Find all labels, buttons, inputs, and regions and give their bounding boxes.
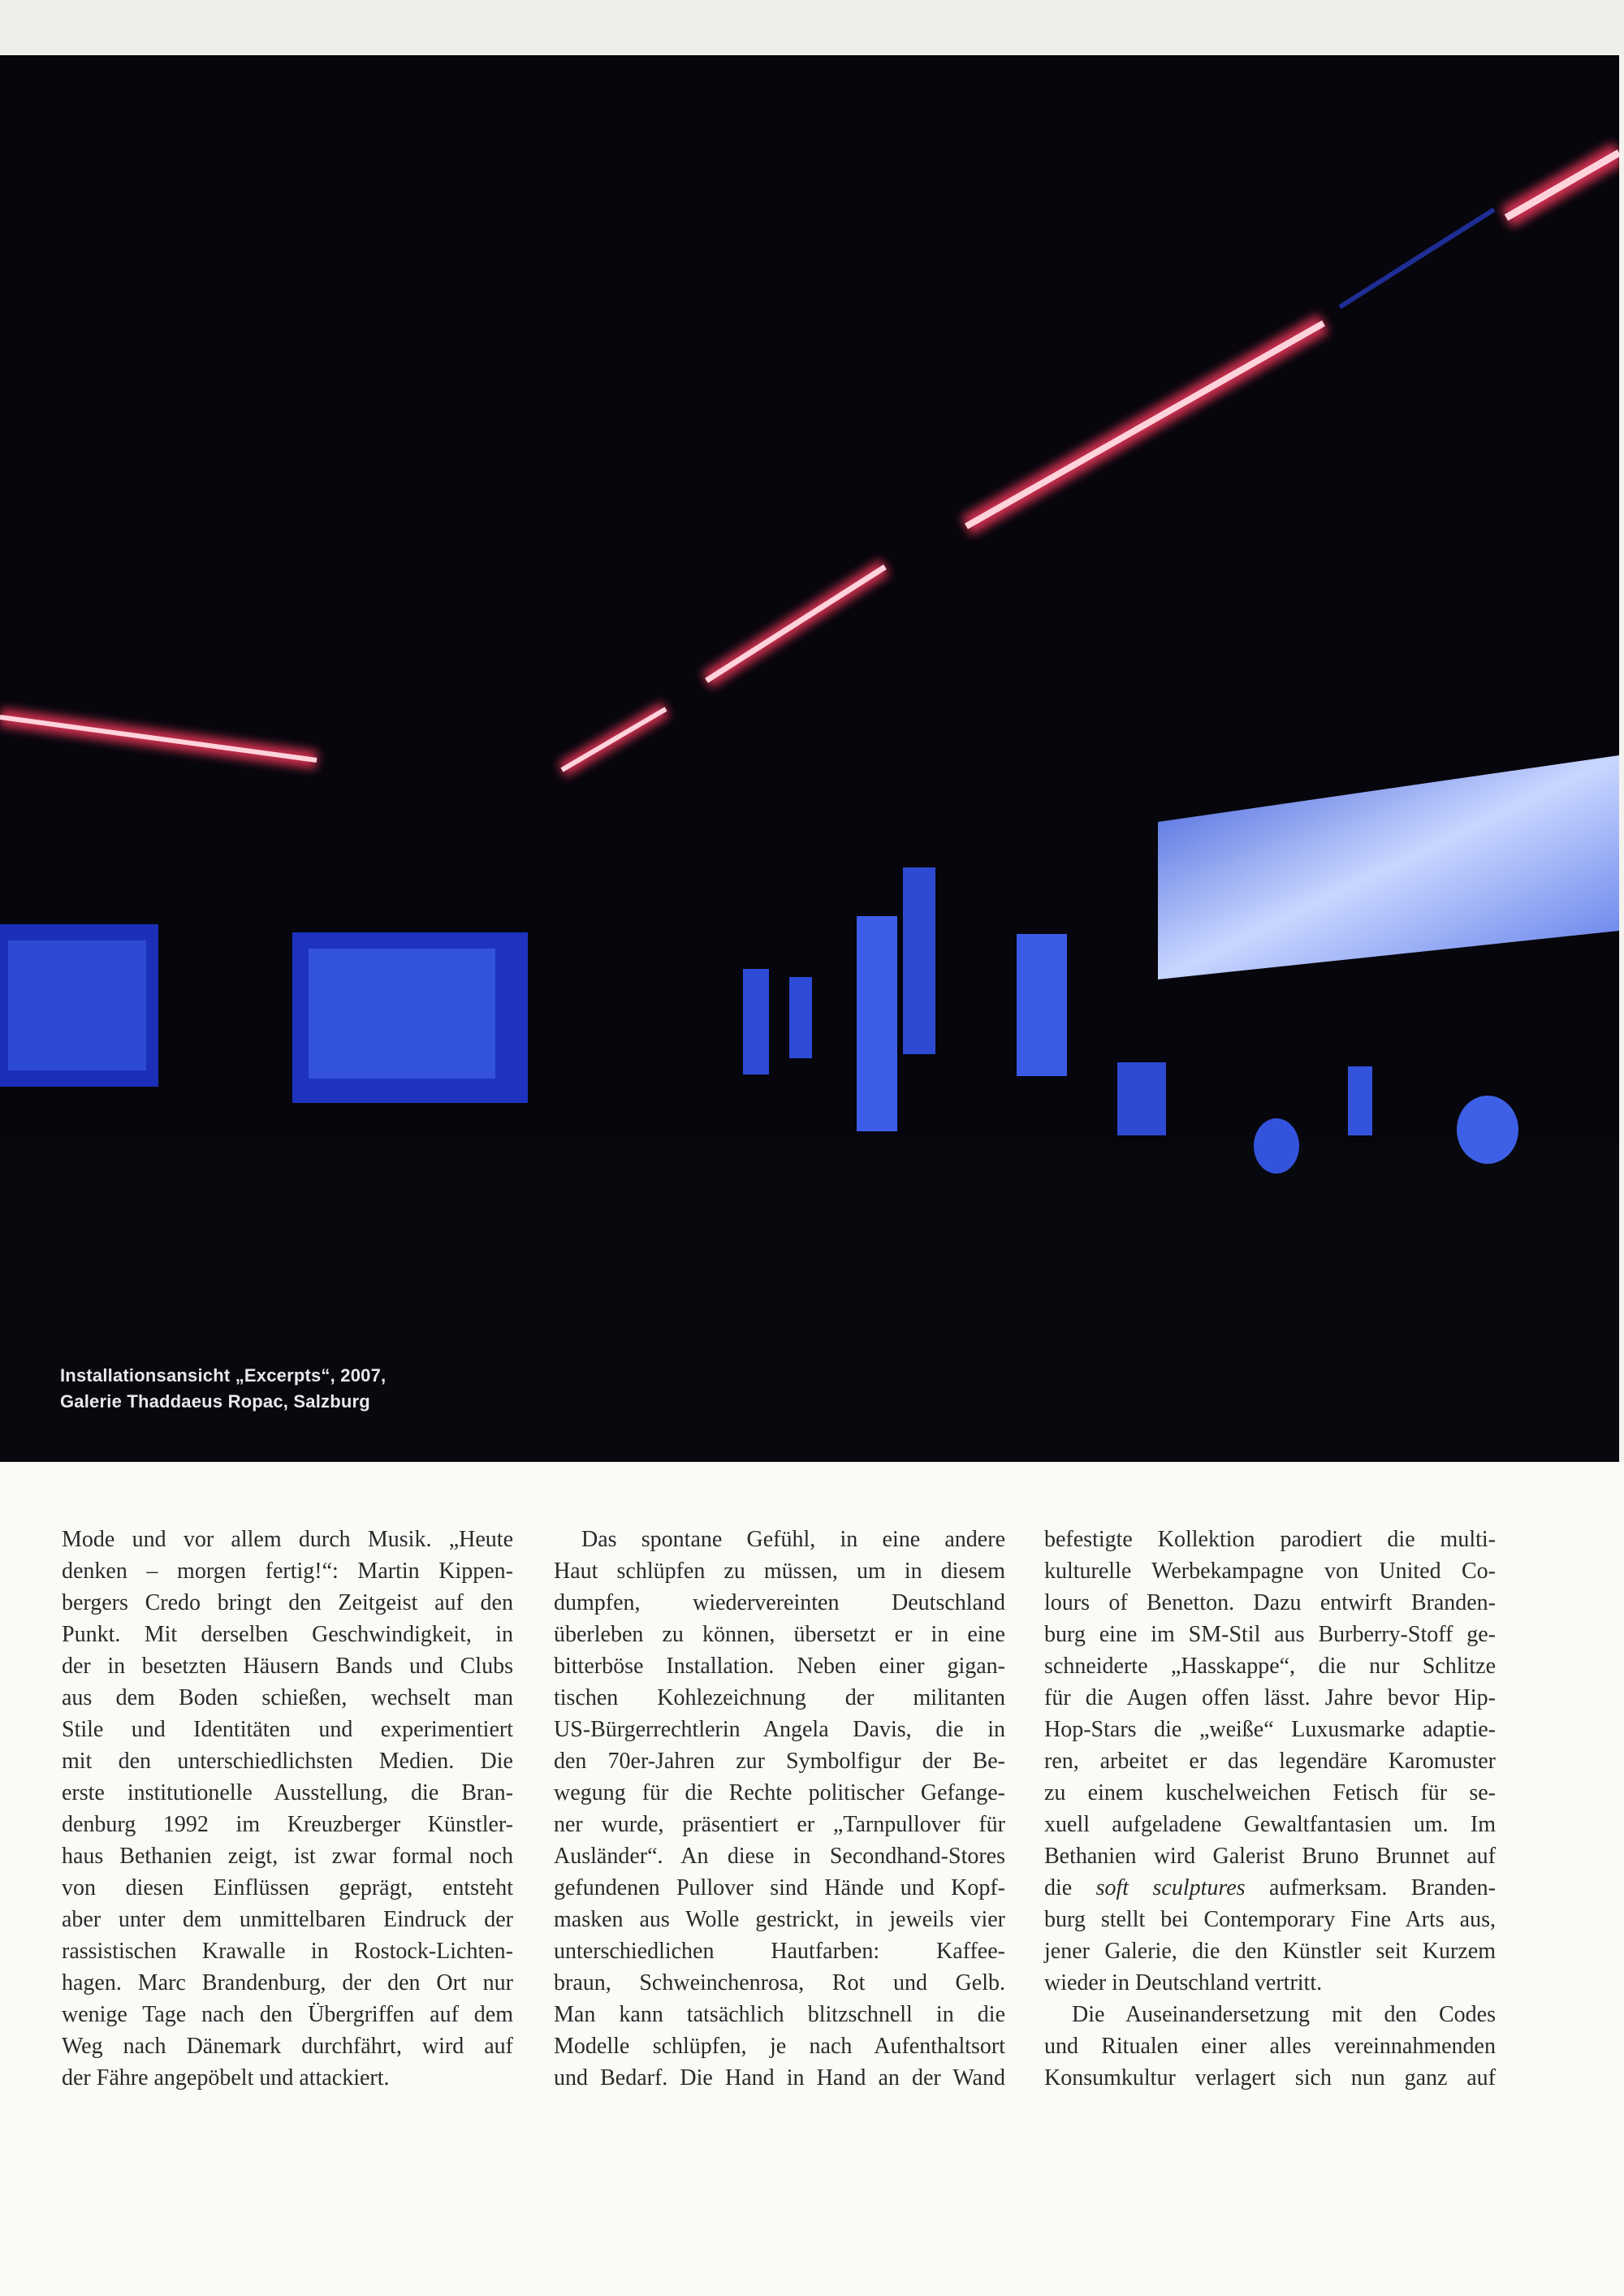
- text-column-3: [1044, 1524, 1496, 2094]
- caption-line-2: Galerie Thaddaeus Ropac, Salzburg: [60, 1391, 370, 1412]
- text-line: mit den unterschiedlichsten Medien. Die: [62, 1749, 513, 1774]
- text-line: Die Auseinandersetzung mit den Codes: [1072, 2002, 1496, 2027]
- scan-margin-top: [0, 0, 1624, 55]
- text-line: Konsumkultur verlagert sich nun ganz auf: [1044, 2065, 1496, 2091]
- text-fragment: aufmerksam. Branden-: [1245, 1875, 1496, 1900]
- text-line: braun, Schweinchenrosa, Rot und Gelb.: [554, 1970, 1005, 1995]
- text-line: von diesen Einflüssen geprägt, entsteht: [62, 1875, 513, 1900]
- text-line: schneiderte „Hasskappe“, die nur Schlitze: [1044, 1654, 1496, 1679]
- text-line: erste institutionelle Ausstellung, die Bran-: [62, 1780, 513, 1805]
- text-line-with-italic: [1044, 1872, 1496, 1904]
- text-line: Hop-Stars die „weiße“ Luxusmarke adaptie-: [1044, 1717, 1496, 1742]
- text-line: aber unter dem unmittelbaren Eindruck der: [62, 1907, 513, 1932]
- text-line: US-Bürgerrechtlerin Angela Davis, die in: [554, 1717, 1005, 1742]
- text-line: tischen Kohlezeichnung der militanten: [554, 1685, 1005, 1710]
- text-line: gefundenen Pullover sind Hände und Kopf-: [554, 1875, 1005, 1900]
- text-line: der in besetzten Häusern Bands und Clubs: [62, 1654, 513, 1679]
- text-line: Punkt. Mit derselben Geschwindigkeit, in: [62, 1622, 513, 1647]
- text-line: Bethanien wird Galerist Bruno Brunnet auf: [1044, 1844, 1496, 1869]
- text-line: bitterböse Installation. Neben einer gigan-: [554, 1654, 1005, 1679]
- text-line: rassistischen Krawalle in Rostock-Lichten-: [62, 1939, 513, 1964]
- text-line: befestigte Kollektion parodiert die multi-: [1044, 1527, 1496, 1552]
- text-line: burg stellt bei Contemporary Fine Arts aus,: [1044, 1907, 1496, 1932]
- text-line: haus Bethanien zeigt, ist zwar formal noch: [62, 1844, 513, 1869]
- text-line: lours of Benetton. Dazu entwirft Branden-: [1044, 1590, 1496, 1615]
- text-line: burg eine im SM-Stil aus Burberry-Stoff ge-: [1044, 1622, 1496, 1647]
- text-line: für die Augen offen lässt. Jahre bevor Hip-: [1044, 1685, 1496, 1710]
- text-line: wenige Tage nach den Übergriffen auf dem: [62, 2002, 513, 2027]
- text-column-2: [554, 1524, 1005, 2094]
- text-line: überleben zu können, übersetzt er in eine: [554, 1622, 1005, 1647]
- text-line: und Ritualen einer alles vereinnahmenden: [1044, 2034, 1496, 2059]
- text-line: bergers Credo bringt den Zeitgeist auf den: [62, 1590, 513, 1615]
- text-column-1: [62, 1524, 513, 2094]
- text-line: Man kann tatsächlich blitzschnell in die: [554, 2002, 1005, 2027]
- caption-line-1: Installationsansicht „Excerpts“, 2007,: [60, 1365, 387, 1386]
- text-line: unterschiedlichen Hautfarben: Kaffee-: [554, 1939, 1005, 1964]
- photo-artwork: [0, 55, 1619, 1462]
- text-line: Das spontane Gefühl, in eine andere: [581, 1527, 1005, 1552]
- text-fragment: die: [1044, 1875, 1096, 1900]
- text-line: wegung für die Rechte politischer Gefange-: [554, 1780, 1005, 1805]
- text-line: ren, arbeitet er das legendäre Karomuster: [1044, 1749, 1496, 1774]
- text-line: masken aus Wolle gestrickt, in jeweils vier: [554, 1907, 1005, 1932]
- text-line: Weg nach Dänemark durchfährt, wird auf: [62, 2034, 513, 2059]
- text-line: Mode und vor allem durch Musik. „Heute: [62, 1527, 513, 1552]
- installation-photo: [0, 55, 1619, 1462]
- text-line: jener Galerie, die den Künstler seit Kurzem: [1044, 1939, 1496, 1964]
- text-line: Stile und Identitäten und experimentiert: [62, 1717, 513, 1742]
- text-line: Ausländer“. An diese in Secondhand-Stores: [554, 1844, 1005, 1869]
- text-line: denken – morgen fertig!“: Martin Kippen-: [62, 1559, 513, 1584]
- text-line: aus dem Boden schießen, wechselt man: [62, 1685, 513, 1710]
- text-line: zu einem kuschelweichen Fetisch für se-: [1044, 1780, 1496, 1805]
- text-line: kulturelle Werbekampagne von United Co-: [1044, 1559, 1496, 1584]
- text-line: Modelle schlüpfen, je nach Aufenthaltsort: [554, 2034, 1005, 2059]
- text-line: hagen. Marc Brandenburg, der den Ort nur: [62, 1970, 513, 1995]
- text-line: wieder in Deutschland vertritt.: [1044, 1970, 1323, 1995]
- text-line: ner wurde, präsentiert er „Tarnpullover für: [554, 1812, 1005, 1837]
- text-line: der Fähre angepöbelt und attackiert.: [62, 2065, 390, 2091]
- italic-phrase: soft sculptures: [1095, 1875, 1246, 1900]
- text-line: Haut schlüpfen zu müssen, um in diesem: [554, 1559, 1005, 1584]
- photo-caption: [60, 1363, 386, 1415]
- text-line: dumpfen, wiedervereinten Deutschland: [554, 1590, 1005, 1615]
- text-line: und Bedarf. Die Hand in Hand an der Wand: [554, 2065, 1005, 2091]
- text-line: denburg 1992 im Kreuzberger Künstler-: [62, 1812, 513, 1837]
- text-line: xuell aufgeladene Gewaltfantasien um. Im: [1044, 1812, 1496, 1837]
- text-line: den 70er-Jahren zur Symbolfigur der Be-: [554, 1749, 1005, 1774]
